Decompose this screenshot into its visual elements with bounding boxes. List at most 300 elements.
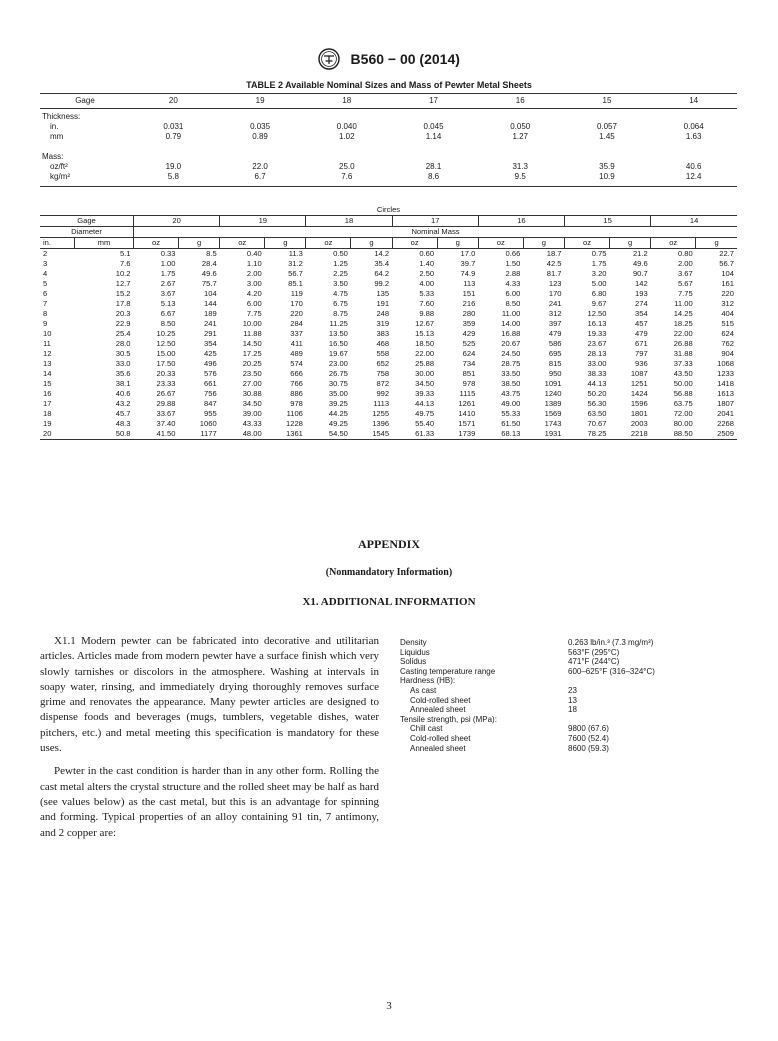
table-cell: 1801 [630, 409, 648, 418]
table-cell: 359 [462, 319, 476, 328]
alloy-properties-list [400, 638, 740, 753]
gage-value: 17 [429, 96, 438, 105]
table-cell: 586 [548, 339, 562, 348]
table-cell: 284 [290, 319, 303, 328]
table-cell: 4.75 [333, 289, 348, 298]
table-cell: 151 [462, 289, 476, 298]
table-cell: 30.88 [242, 389, 262, 398]
table-cell: 354 [635, 309, 648, 318]
table-cell: 21.2 [632, 249, 648, 258]
gage-value: 14 [651, 216, 737, 227]
table-cell: 19 [43, 419, 52, 428]
table2-title: TABLE 2 Available Nominal Sizes and Mass of Pewter Metal Sheets [246, 80, 532, 90]
table-cell: 49.00 [501, 399, 521, 408]
table-cell: 0.50 [333, 249, 348, 258]
gage-header-row [40, 93, 737, 109]
table-cell: 3.00 [246, 279, 262, 288]
page-number: 3 [386, 1000, 392, 1012]
table-cell: 6.00 [505, 289, 521, 298]
table-cell: 354 [204, 339, 217, 348]
table-cell: 241 [548, 299, 562, 308]
table-cell: 525 [462, 339, 476, 348]
table-row [40, 279, 737, 289]
table-cell: 16.88 [501, 329, 521, 338]
table-cell: 1087 [630, 369, 648, 378]
table-cell: 19.67 [328, 349, 348, 358]
circles-title: Circles [376, 205, 401, 214]
table-cell: 33.0 [115, 359, 131, 368]
table-cell: 142 [635, 279, 648, 288]
sheet-sizes-table [40, 93, 737, 187]
oz-unit-label: oz [565, 238, 610, 249]
table-cell: 13.50 [328, 329, 348, 338]
table-cell: 766 [290, 379, 303, 388]
table-cell: 22.9 [115, 319, 131, 328]
gage-value: 17 [392, 216, 478, 227]
table-cell: 2509 [696, 429, 737, 440]
table-cell: 15.2 [115, 289, 131, 298]
table-cell: 37.33 [673, 359, 693, 368]
table-cell: 383 [376, 329, 390, 338]
table-cell: 31.3 [512, 162, 529, 171]
table-cell: 3.50 [333, 279, 348, 288]
table-cell: 10.9 [599, 172, 615, 181]
property-value: 600–625°F (316–324°C) [568, 666, 655, 676]
table-cell: 34.50 [242, 399, 262, 408]
mass-label-row [40, 152, 737, 162]
table-row [40, 349, 737, 359]
table-cell: 28.4 [201, 259, 217, 268]
table-cell: 40.6 [115, 389, 131, 398]
table-cell: 2268 [717, 419, 734, 428]
table-cell: 18.25 [673, 319, 693, 328]
table-cell: 44.13 [587, 379, 607, 388]
property-row [400, 676, 740, 686]
property-value [568, 715, 740, 725]
table-cell: 12.67 [415, 319, 435, 328]
thickness-label: Thickness: [42, 112, 81, 121]
table-cell: 33.50 [501, 369, 521, 378]
property-value: 18 [568, 705, 577, 715]
table-cell: 135 [376, 289, 390, 298]
table-cell: 1569 [544, 409, 562, 418]
table-cell: 11.3 [288, 249, 303, 258]
table-cell: 515 [721, 319, 734, 328]
table-cell: 5.67 [677, 279, 693, 288]
table-cell: 11.00 [674, 299, 693, 308]
table-cell: 35.4 [374, 259, 390, 268]
table-cell: 1545 [351, 429, 392, 440]
table-cell: 48.00 [220, 429, 265, 440]
table-cell: 1091 [544, 379, 562, 388]
thickness-mm-row [40, 132, 737, 142]
table-cell: 1261 [458, 399, 476, 408]
g-unit-label: g [265, 238, 306, 249]
appendix-subtitle: (Nonmandatory Information) [325, 567, 453, 578]
table-cell: 10.25 [156, 329, 176, 338]
table-cell: 661 [204, 379, 217, 388]
table-cell: 10 [43, 329, 52, 338]
thickness-in-row [40, 122, 737, 132]
table-cell: 23.50 [242, 369, 262, 378]
table-cell: 14.50 [242, 339, 262, 348]
table-cell: 56.88 [673, 389, 693, 398]
g-unit-label: g [179, 238, 220, 249]
table-cell: 950 [548, 369, 562, 378]
table-cell: 3.67 [677, 269, 693, 278]
table-cell: 1060 [199, 419, 217, 428]
table-cell: 10.2 [115, 269, 131, 278]
table-cell: 29.88 [156, 399, 176, 408]
table-cell: 11.88 [243, 329, 262, 338]
table-cell: 22.00 [415, 349, 435, 358]
table-cell: 17 [43, 399, 52, 408]
table-cell: 1.14 [425, 132, 442, 141]
table-cell: 14.25 [673, 309, 693, 318]
property-label: Casting temperature range [400, 666, 496, 676]
table-row [40, 369, 737, 379]
table-cell: 50.8 [75, 429, 134, 440]
table-cell: 1.50 [505, 259, 521, 268]
table-cell: 0.80 [677, 249, 693, 258]
property-value: 0.263 lb/in.³ (7.3 mg/m³) [568, 638, 654, 647]
appendix-body [40, 634, 379, 849]
property-label: Annealed sheet [410, 743, 466, 753]
table-cell: 33.00 [587, 359, 607, 368]
table-cell: 6.75 [333, 299, 348, 308]
paragraph: Pewter in the cast condition is harder than in any other form. Rolling the cast metal alters the crystal structure and the rolled sheet may be half as hard (see values below) as the cast metal, but this is an advantage for spinning and forming. Typical properties of an alloy containing 91 tin, 7 antimony, and 2 copper are: [40, 765, 379, 839]
table-row [40, 429, 737, 440]
table-cell: 671 [635, 339, 648, 348]
table-cell: 170 [290, 299, 303, 308]
table-cell: 7.6 [341, 172, 353, 181]
table-cell: 16 [43, 389, 52, 398]
table-cell: 1.02 [339, 132, 355, 141]
table-cell: 119 [290, 289, 303, 298]
table-cell: 1240 [544, 389, 562, 398]
nominal-mass-label: Nominal Mass [134, 227, 738, 238]
table-cell: 56.7 [288, 269, 303, 278]
table-cell: 0.60 [419, 249, 435, 258]
table-cell: 35.9 [599, 162, 615, 171]
table-cell: 81.7 [546, 269, 562, 278]
table-cell: 48.3 [115, 419, 131, 428]
table-cell: 12.7 [115, 279, 131, 288]
table-cell: 5 [43, 279, 48, 288]
gage-value: 16 [478, 216, 564, 227]
table-cell: 2003 [630, 419, 648, 428]
table-cell: 248 [376, 309, 390, 318]
table-cell: 1743 [544, 419, 562, 428]
table-cell: 74.9 [460, 269, 476, 278]
mass-kgm-row [40, 172, 737, 182]
property-row [400, 657, 740, 667]
table-cell: 28.75 [501, 359, 521, 368]
table-cell: 30.00 [415, 369, 435, 378]
table-cell: 955 [204, 409, 217, 418]
table-cell: 815 [548, 359, 562, 368]
table-cell: 26.67 [156, 389, 176, 398]
mm-unit-label: mm [75, 238, 134, 249]
property-value [568, 676, 740, 686]
table-cell: 161 [721, 279, 734, 288]
in-unit-label: in. [40, 238, 75, 249]
table-cell: 30.75 [328, 379, 348, 388]
table-cell: 1177 [179, 429, 220, 440]
gage-value: 20 [134, 216, 220, 227]
table-cell: 734 [462, 359, 476, 368]
table-cell: 7.6 [119, 259, 131, 268]
table-row [40, 319, 737, 329]
table-cell: 11.00 [501, 309, 521, 318]
property-value: 563°F (295°C) [568, 647, 620, 657]
table-cell: 0.33 [160, 249, 176, 258]
gage-value: 19 [255, 96, 265, 105]
table-cell: 695 [548, 349, 562, 358]
appendix-section-heading: X1. ADDITIONAL INFORMATION [302, 596, 476, 608]
table-cell: 13 [43, 359, 52, 368]
table-cell: 851 [462, 369, 476, 378]
table-cell: 30.5 [115, 349, 131, 358]
gage-value: 14 [689, 96, 699, 105]
document-designation: B560 − 00 (2014) [350, 51, 460, 67]
table-cell: 280 [462, 309, 476, 318]
table-cell: 56.7 [719, 259, 734, 268]
g-unit-label: g [437, 238, 478, 249]
table-cell: 411 [290, 339, 303, 348]
table-cell: 1106 [286, 409, 303, 418]
oz-unit-label: oz [306, 238, 351, 249]
gage-value: 16 [515, 96, 525, 105]
table-cell: 337 [290, 329, 303, 338]
table-cell: 624 [462, 349, 476, 358]
table-cell: 49.6 [201, 269, 217, 278]
table-cell: 479 [635, 329, 648, 338]
table-cell: 43.50 [673, 369, 693, 378]
table-cell: 63.75 [673, 399, 693, 408]
table-cell: 291 [204, 329, 217, 338]
table-row [40, 389, 737, 399]
table-cell: 0.050 [510, 122, 531, 131]
table-cell: 35.00 [328, 389, 348, 398]
table-cell: 274 [635, 299, 648, 308]
table-cell: 15 [43, 379, 52, 388]
table-cell: 19.33 [587, 329, 607, 338]
table-cell: 28.1 [425, 162, 442, 171]
table-cell: 1396 [372, 419, 390, 428]
table-cell: 43.2 [115, 399, 131, 408]
table-cell: 797 [635, 349, 648, 358]
g-unit-label: g [610, 238, 651, 249]
table-cell: 2218 [610, 429, 651, 440]
table-cell: 2.25 [333, 269, 348, 278]
table-cell: 9.5 [514, 172, 526, 181]
table-cell: 85.1 [288, 279, 303, 288]
table-cell: 6.80 [591, 289, 607, 298]
table-cell: 468 [376, 339, 390, 348]
table-cell: 20.67 [501, 339, 521, 348]
table-cell: 7.60 [419, 299, 435, 308]
table-cell: 9.88 [419, 309, 435, 318]
table-cell: 78.25 [565, 429, 610, 440]
property-label: Cold-rolled sheet [410, 695, 471, 705]
property-label: Tensile strength, psi (MPa): [400, 714, 497, 724]
table-cell: 1233 [717, 369, 734, 378]
table-cell: 25.4 [115, 329, 131, 338]
table-cell: 1.25 [333, 259, 348, 268]
property-label: Liquidus [400, 647, 430, 657]
table-cell: 1068 [717, 359, 734, 368]
table-cell: 3 [43, 259, 48, 268]
table-cell: 4.20 [246, 289, 262, 298]
table-cell: 0.045 [423, 122, 444, 131]
table-cell: 6.7 [254, 172, 266, 181]
table-cell: 1.00 [160, 259, 176, 268]
table-cell: 17.25 [242, 349, 262, 358]
property-value: 471°F (244°C) [568, 657, 620, 667]
table-cell: 25.0 [339, 162, 355, 171]
table-cell: 70.67 [587, 419, 607, 428]
property-value: 7600 (52.4) [568, 733, 609, 743]
table-cell: 50.20 [587, 389, 607, 398]
table-row [40, 259, 737, 269]
g-unit-label: g [523, 238, 564, 249]
table-cell: 38.33 [587, 369, 607, 378]
table-cell: 12.50 [156, 339, 176, 348]
table-cell: 54.50 [306, 429, 351, 440]
table-cell: 22.0 [252, 162, 268, 171]
table-cell: 39.00 [242, 409, 262, 418]
table-cell: 220 [721, 289, 734, 298]
property-value: 8600 (59.3) [568, 743, 609, 753]
table-row [40, 339, 737, 349]
page-header [0, 48, 778, 70]
table-cell: 37.40 [156, 419, 176, 428]
table-cell: 33.67 [156, 409, 176, 418]
table-cell: 2.00 [246, 269, 262, 278]
mass-ozft-row [40, 162, 737, 172]
table-cell: 3.67 [160, 289, 176, 298]
property-row [400, 724, 740, 734]
table-cell: 31.2 [288, 259, 303, 268]
table-cell: 216 [462, 299, 476, 308]
table-cell: 1228 [286, 419, 303, 428]
oz-unit-label: oz [478, 238, 523, 249]
table-cell: 22.7 [719, 249, 734, 258]
property-label: Solidus [400, 657, 427, 667]
table-cell: 49.75 [415, 409, 435, 418]
table-cell: 20.33 [156, 369, 176, 378]
table-cell: 1.45 [599, 132, 615, 141]
table-cell: 56.30 [587, 399, 607, 408]
property-row [400, 696, 740, 706]
astm-logo-icon [318, 48, 340, 70]
table-cell: 1389 [544, 399, 562, 408]
table-cell: 5.33 [419, 289, 435, 298]
table-cell: 1424 [630, 389, 648, 398]
table-cell: 20.3 [115, 309, 131, 318]
table-cell: 312 [548, 309, 562, 318]
table-cell: 17.50 [156, 359, 176, 368]
table-cell: 12 [43, 349, 52, 358]
table-cell: 44.25 [328, 409, 348, 418]
table-cell: 26.88 [673, 339, 693, 348]
table-cell: 1.40 [419, 259, 435, 268]
table-cell: 1255 [372, 409, 390, 418]
table-cell: 0.064 [683, 122, 704, 131]
table-cell: 23.67 [587, 339, 607, 348]
table-cell: 1807 [717, 399, 734, 408]
table-cell: 457 [635, 319, 648, 328]
table-cell: 429 [462, 329, 476, 338]
table-cell: 978 [290, 399, 303, 408]
oz-unit-label: oz [651, 238, 696, 249]
table-cell: 1361 [265, 429, 306, 440]
table-cell: 123 [548, 279, 562, 288]
table-cell: 479 [548, 329, 562, 338]
table-cell: 312 [721, 299, 734, 308]
table-cell: 42.5 [546, 259, 562, 268]
table-cell: 8.75 [333, 309, 348, 318]
table-cell: 574 [290, 359, 303, 368]
table-cell: 1.63 [685, 132, 702, 141]
table-cell: 7 [43, 299, 48, 308]
table-cell: 28.13 [587, 349, 607, 358]
table-cell: 90.7 [632, 269, 648, 278]
g-unit-label: g [351, 238, 392, 249]
property-label: Hardness (HB): [400, 676, 456, 686]
table-cell: 12.50 [587, 309, 607, 318]
thickness-label-row [40, 112, 737, 122]
gage-label: Gage [75, 96, 95, 105]
table-cell: 8.50 [160, 319, 176, 328]
table-cell: 11.25 [329, 319, 348, 328]
table-cell: 241 [204, 319, 217, 328]
table-cell: 191 [376, 299, 390, 308]
table-cell: 489 [290, 349, 303, 358]
table-row [40, 299, 737, 309]
table-cell: 1.27 [512, 132, 529, 141]
table-cell: 88.50 [651, 429, 696, 440]
table-cell: 14 [43, 369, 52, 378]
property-row [400, 705, 740, 715]
table-cell: 40.6 [685, 162, 702, 171]
unit-label: oz/ft² [50, 162, 68, 171]
table-cell: 49.6 [632, 259, 648, 268]
property-value: 9800 (67.6) [568, 724, 609, 734]
table-cell: 652 [376, 359, 390, 368]
property-row [400, 648, 740, 658]
table-cell: 44.13 [415, 399, 435, 408]
property-row [400, 715, 740, 725]
gage-value: 20 [168, 96, 178, 105]
table-cell: 425 [204, 349, 217, 358]
table-cell: 1739 [437, 429, 478, 440]
table-cell: 55.33 [501, 409, 521, 418]
unit-label: kg/m² [50, 172, 70, 181]
unit-label: mm [50, 132, 64, 141]
table-cell: 12.4 [685, 172, 702, 181]
table-cell: 0.057 [596, 122, 617, 131]
table-cell: 5.00 [591, 279, 607, 288]
property-row [400, 638, 740, 648]
table-cell: 8.6 [427, 172, 440, 181]
table-cell: 31.88 [673, 349, 693, 358]
table-cell: 1251 [630, 379, 648, 388]
table-cell: 26.75 [328, 369, 348, 378]
table-cell: 28.0 [115, 339, 131, 348]
table-cell: 1613 [717, 389, 734, 398]
